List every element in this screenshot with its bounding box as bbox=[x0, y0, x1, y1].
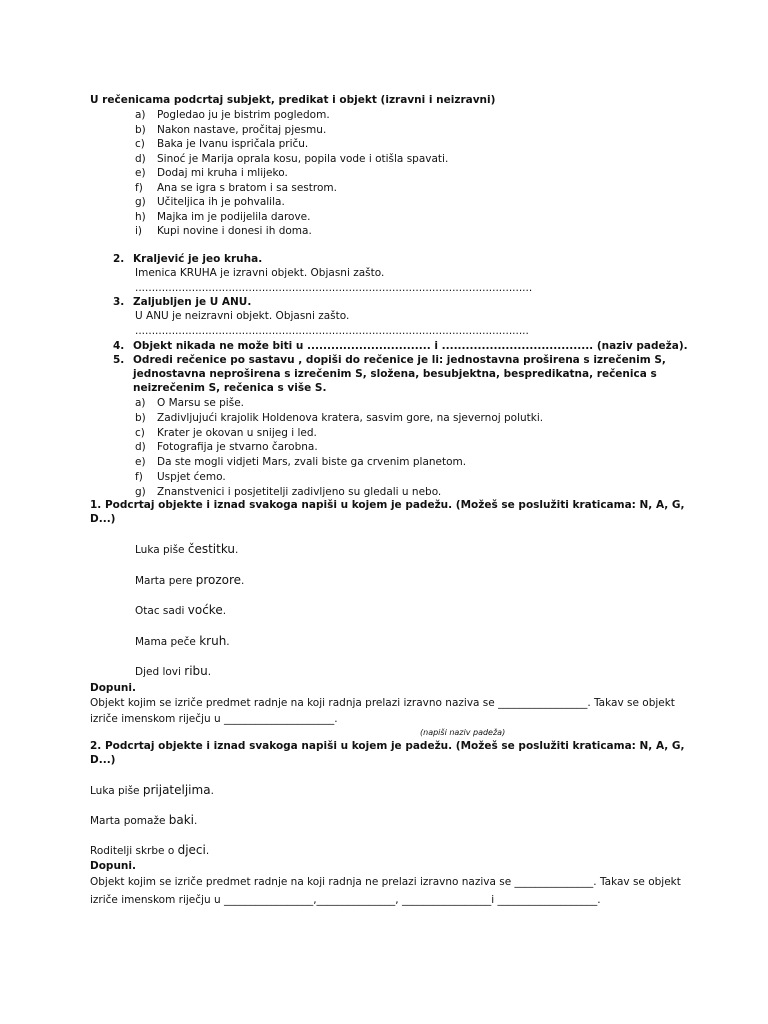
task1-item bbox=[135, 123, 326, 137]
item-sentence: Zadivljujući krajolik Holdenova kratera, sasvim gore, na sjevernoj polutki. bbox=[157, 411, 544, 424]
part2-heading-line2: D...) bbox=[90, 754, 116, 766]
part2-heading: 2. Podcrtaj objekte i iznad svakoga napiši u kojem je padežu. (Možeš se poslužiti kraticama: N, A, G, bbox=[90, 740, 685, 752]
item-sentence: Fotografija je stvarno čarobna. bbox=[157, 441, 318, 454]
sentence-start: Djed lovi bbox=[135, 666, 185, 678]
q2-heading: 2. Kraljević je jeo kruha. bbox=[113, 253, 263, 265]
item-sentence: Pogledao ju je bistrim pogledom. bbox=[157, 109, 330, 121]
q5-heading: 5. Odredi rečenice po sastavu , dopiši do rečenice je li: jednostavna proširena s izrečenim S, bbox=[113, 354, 666, 366]
sentence-start: Roditelji skrbe o bbox=[90, 845, 178, 857]
part2-fill-line2[interactable]: izriče imenskom riječju u _________________,_______________, _________________i ___________________. bbox=[90, 894, 601, 906]
sentence-end: . bbox=[226, 635, 230, 648]
task1-item bbox=[135, 152, 448, 166]
task1-item bbox=[135, 195, 285, 209]
item-sentence: Uspjet ćemo. bbox=[157, 471, 226, 483]
item-marker: e) bbox=[135, 167, 146, 179]
task1-item bbox=[135, 224, 312, 238]
q5-item bbox=[135, 485, 441, 499]
task1-item bbox=[135, 210, 310, 224]
exercise-sentence bbox=[135, 573, 244, 588]
sentence-object[interactable]: čestitku bbox=[187, 542, 236, 556]
q5-heading-line3: neizrečenim S, rečenica s više S. bbox=[133, 382, 327, 394]
q5-heading-line2: jednostavna neproširena s izrečenim S, složena, besubjektna, bespredikatna, rečenica s bbox=[133, 368, 657, 380]
sentence-object[interactable]: voćke bbox=[187, 603, 223, 617]
exercise-sentence bbox=[90, 783, 214, 798]
item-sentence: Dodaj mi kruha i mlijeko. bbox=[157, 167, 288, 179]
item-sentence: Da ste mogli vidjeti Mars, zvali biste ga crvenim planetom. bbox=[157, 456, 467, 469]
sentence-start: Marta pomaže bbox=[90, 815, 169, 827]
exercise-sentence bbox=[90, 843, 209, 858]
sentence-start: Otac sadi bbox=[135, 605, 188, 617]
item-sentence: Sinoć je Marija oprala kosu, popila vode i otišla spavati. bbox=[157, 152, 449, 165]
sentence-end: . bbox=[194, 815, 198, 827]
exercise-sentence bbox=[135, 603, 226, 618]
q3-answer-line[interactable]: ...................................................................................................................... bbox=[135, 325, 529, 337]
item-marker: f) bbox=[135, 181, 143, 194]
q2-text: Imenica KRUHA je izravni objekt. Objasni zašto. bbox=[135, 267, 385, 279]
item-marker: b) bbox=[135, 411, 146, 424]
sentence-object[interactable]: baki bbox=[168, 813, 195, 827]
item-sentence: Znanstvenici i posjetitelji zadivljeno su gledali u nebo. bbox=[157, 485, 442, 498]
item-marker: d) bbox=[135, 441, 146, 454]
q5-item bbox=[135, 426, 317, 440]
sentence-start: Luka piše bbox=[135, 544, 188, 556]
q5-item bbox=[135, 396, 244, 410]
part2-fill-line1[interactable]: Objekt kojim se izriče predmet radnje na koji radnja ne prelazi izravno naziva se _______________. Takav se objekt bbox=[90, 876, 681, 888]
part1-dopuni: Dopuni. bbox=[90, 682, 136, 694]
item-sentence: O Marsu se piše. bbox=[157, 397, 244, 409]
sentence-end: . bbox=[241, 574, 245, 587]
part1-fill-line1[interactable]: Objekt kojim se izriče predmet radnje na koji radnja prelazi izravno naziva se _________________. Takav se objekt bbox=[90, 697, 675, 709]
task1-item bbox=[135, 137, 308, 151]
sentence-end: . bbox=[210, 785, 214, 797]
q5-item bbox=[135, 411, 543, 425]
item-marker: d) bbox=[135, 152, 146, 165]
item-marker: c) bbox=[135, 426, 145, 439]
part1-heading-line2: D...) bbox=[90, 513, 116, 525]
sentence-object[interactable]: ribu bbox=[184, 664, 208, 678]
task1-item bbox=[135, 166, 288, 180]
sentence-end: . bbox=[207, 666, 212, 678]
part1-heading: 1. Podcrtaj objekte i iznad svakoga napiši u kojem je padežu. (Možeš se poslužiti kraticama: N, A, G, bbox=[90, 499, 685, 511]
sentence-end: . bbox=[235, 544, 239, 556]
item-marker: a) bbox=[135, 397, 146, 409]
sentence-start: Marta pere bbox=[135, 574, 196, 587]
item-marker: a) bbox=[135, 109, 146, 121]
q5-item bbox=[135, 470, 226, 484]
q3-text: U ANU je neizravni objekt. Objasni zašto. bbox=[135, 310, 350, 322]
item-marker: e) bbox=[135, 456, 146, 469]
item-sentence: Učiteljica ih je pohvalila. bbox=[157, 196, 285, 208]
task-title: U rečenicama podcrtaj subjekt, predikat i objekt (izravni i neizravni) bbox=[90, 94, 496, 106]
sentence-object[interactable]: prozore bbox=[195, 572, 242, 587]
sentence-end: . bbox=[205, 845, 210, 857]
exercise-sentence bbox=[90, 813, 197, 828]
item-marker: c) bbox=[135, 138, 145, 150]
item-sentence: Nakon nastave, pročitaj pjesmu. bbox=[157, 123, 327, 136]
exercise-sentence bbox=[135, 542, 238, 557]
item-marker: g) bbox=[135, 196, 146, 208]
sentence-object[interactable]: djeci bbox=[177, 843, 206, 857]
sentence-start: Luka piše bbox=[90, 785, 143, 797]
part1-note: (napiši naziv padeža) bbox=[420, 728, 506, 737]
item-marker: b) bbox=[135, 123, 146, 136]
item-marker: i) bbox=[135, 225, 143, 237]
item-sentence: Majka im je podijelila darove. bbox=[157, 210, 311, 223]
q2-answer-line[interactable]: ....................................................................................................................... bbox=[135, 282, 533, 294]
task1-item bbox=[135, 108, 330, 122]
part1-fill-line2[interactable]: izriče imenskom riječju u _____________________. bbox=[90, 713, 338, 725]
item-marker: f) bbox=[135, 471, 143, 483]
item-marker: g) bbox=[135, 485, 146, 498]
item-sentence: Baka je Ivanu ispričala priču. bbox=[157, 138, 309, 150]
part2-dopuni: Dopuni. bbox=[90, 860, 136, 872]
item-sentence: Ana se igra s bratom i sa sestrom. bbox=[157, 181, 337, 194]
sentence-object[interactable]: prijateljima bbox=[142, 783, 211, 797]
q5-item bbox=[135, 455, 466, 469]
sentence-end: . bbox=[222, 605, 227, 617]
q3-heading: 3. Zaljubljen je U ANU. bbox=[113, 296, 252, 308]
task1-item bbox=[135, 181, 337, 195]
q5-item bbox=[135, 440, 318, 454]
item-sentence: Krater je okovan u snijeg i led. bbox=[157, 426, 317, 439]
sentence-object[interactable]: kruh bbox=[199, 633, 227, 648]
sentence-start: Mama peče bbox=[135, 635, 200, 648]
item-marker: h) bbox=[135, 210, 146, 223]
item-sentence: Kupi novine i donesi ih doma. bbox=[157, 225, 312, 237]
exercise-sentence bbox=[135, 634, 230, 649]
q4-item: 4. Objekt nikada ne može biti u ............................... i ...................................... (naziv padeža). bbox=[113, 340, 688, 352]
exercise-sentence bbox=[135, 664, 211, 679]
